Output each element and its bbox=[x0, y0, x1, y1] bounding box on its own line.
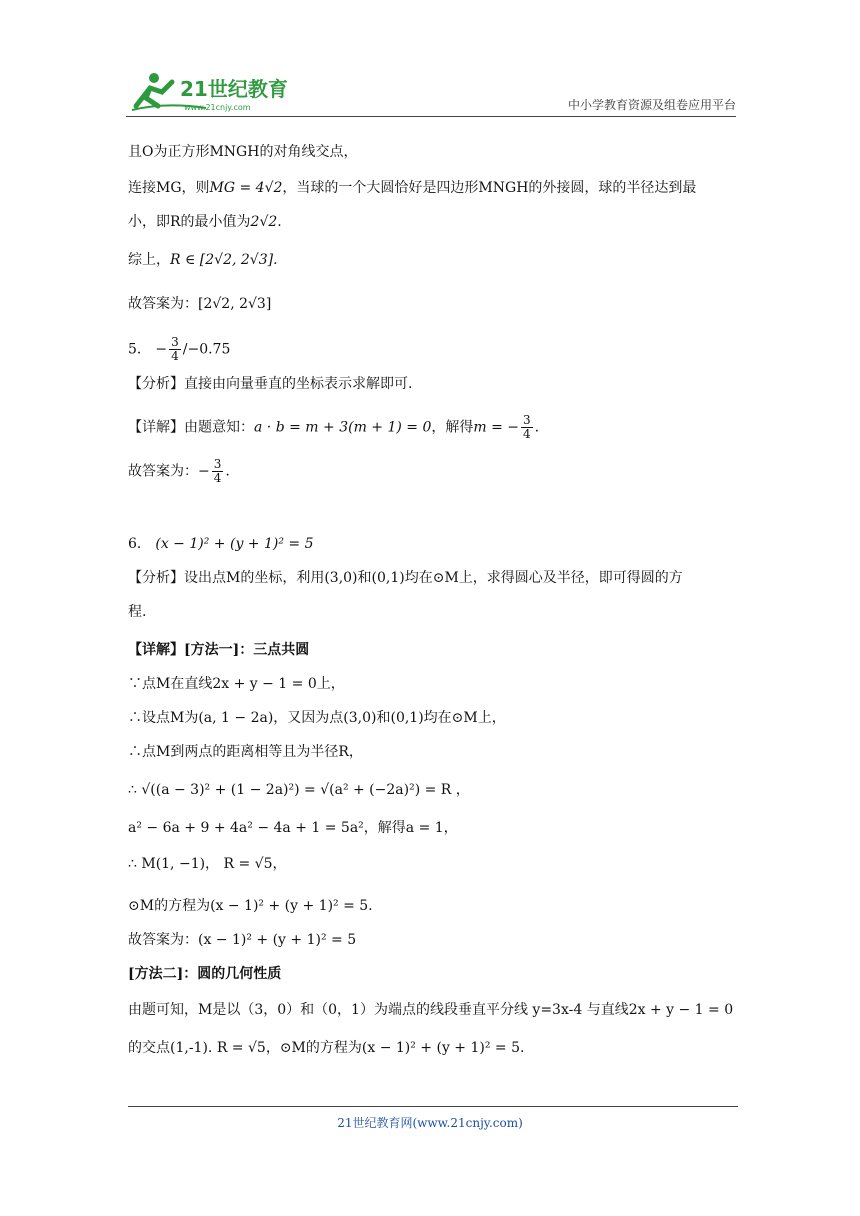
detail-line: 【详解】由题意知：a · b = m + 3(m + 1) = 0，解得m = − $\frac{3}{4}$ . bbox=[128, 413, 540, 441]
text-line: ∴设点M为(a, 1 − 2a)，又因为点(3,0)和(0,1)均在⊙M上， bbox=[128, 710, 506, 726]
analysis-line: 【分析】设出点M的坐标，利用(3,0)和(0,1)均在⊙M上，求得圆心及半径，即可得圆的方 bbox=[128, 570, 683, 586]
footer-divider bbox=[128, 1106, 738, 1107]
text-line: 的交点(1,-1). R = √5，⊙M的方程为(x − 1)² + (y + 1)² = 5. bbox=[128, 1040, 525, 1056]
header-platform-name: 中小学教育资源及组卷应用平台 bbox=[567, 98, 736, 112]
footer-site-link[interactable]: 21世纪教育网(www.21cnjy.com) bbox=[337, 1116, 523, 1130]
logo-icon bbox=[126, 66, 296, 114]
text-line: 连接MG，则MG = 4√2，当球的一个大圆恰好是四边形MNGH的外接圆，球的半径达到最 bbox=[128, 180, 697, 196]
answer-line: 故答案为：(x − 1)² + (y + 1)² = 5 bbox=[128, 932, 357, 948]
text-line: ∵点M在直线2x + y − 1 = 0上， bbox=[128, 676, 345, 692]
header-divider bbox=[126, 116, 736, 117]
question-5-answer: 5． − $\frac{3}{4}$ /−0.75 bbox=[128, 335, 231, 363]
page-header bbox=[126, 66, 736, 118]
answer-line: 故答案为：− $\frac{3}{4}$ . bbox=[128, 457, 230, 485]
text-line: 且O为正方形MNGH的对角线交点， bbox=[128, 144, 358, 160]
analysis-line: 【分析】直接由向量垂直的坐标表示求解即可. bbox=[128, 376, 413, 392]
analysis-line: 程. bbox=[128, 604, 147, 620]
method-1-heading: 【详解】[方法一]：三点共圆 bbox=[128, 642, 310, 658]
text-line: 小，即R的最小值为2√2. bbox=[128, 214, 282, 230]
text-line: ⊙M的方程为(x − 1)² + (y + 1)² = 5. bbox=[128, 898, 373, 914]
logo-sub: www.21cnjy.com bbox=[184, 103, 251, 112]
answer-line: 故答案为：[2√2, 2√3] bbox=[128, 296, 272, 312]
text-line: 综上，R ∈ [2√2, 2√3]. bbox=[128, 252, 278, 268]
text-line: a² − 6a + 9 + 4a² − 4a + 1 = 5a²，解得a = 1， bbox=[128, 820, 458, 836]
text-line: 由题可知，M是以（3，0）和（0，1）为端点的线段垂直平分线 y=3x-4 与直线2x + y − 1 = 0 bbox=[128, 1002, 734, 1018]
text-line: ∴ M(1, −1)， R = √5， bbox=[128, 856, 287, 872]
method-2-heading: [方法二]：圆的几何性质 bbox=[128, 966, 282, 982]
question-6-answer: 6． (x − 1)² + (y + 1)² = 5 bbox=[128, 536, 314, 552]
logo-text: 21世纪教育 bbox=[180, 77, 288, 101]
text-line: ∴ √((a − 3)² + (1 − 2a)²) = √(a² + (−2a)²) = R ， bbox=[128, 782, 470, 798]
text-line: ∴点M到两点的距离相等且为半径R， bbox=[128, 744, 363, 760]
